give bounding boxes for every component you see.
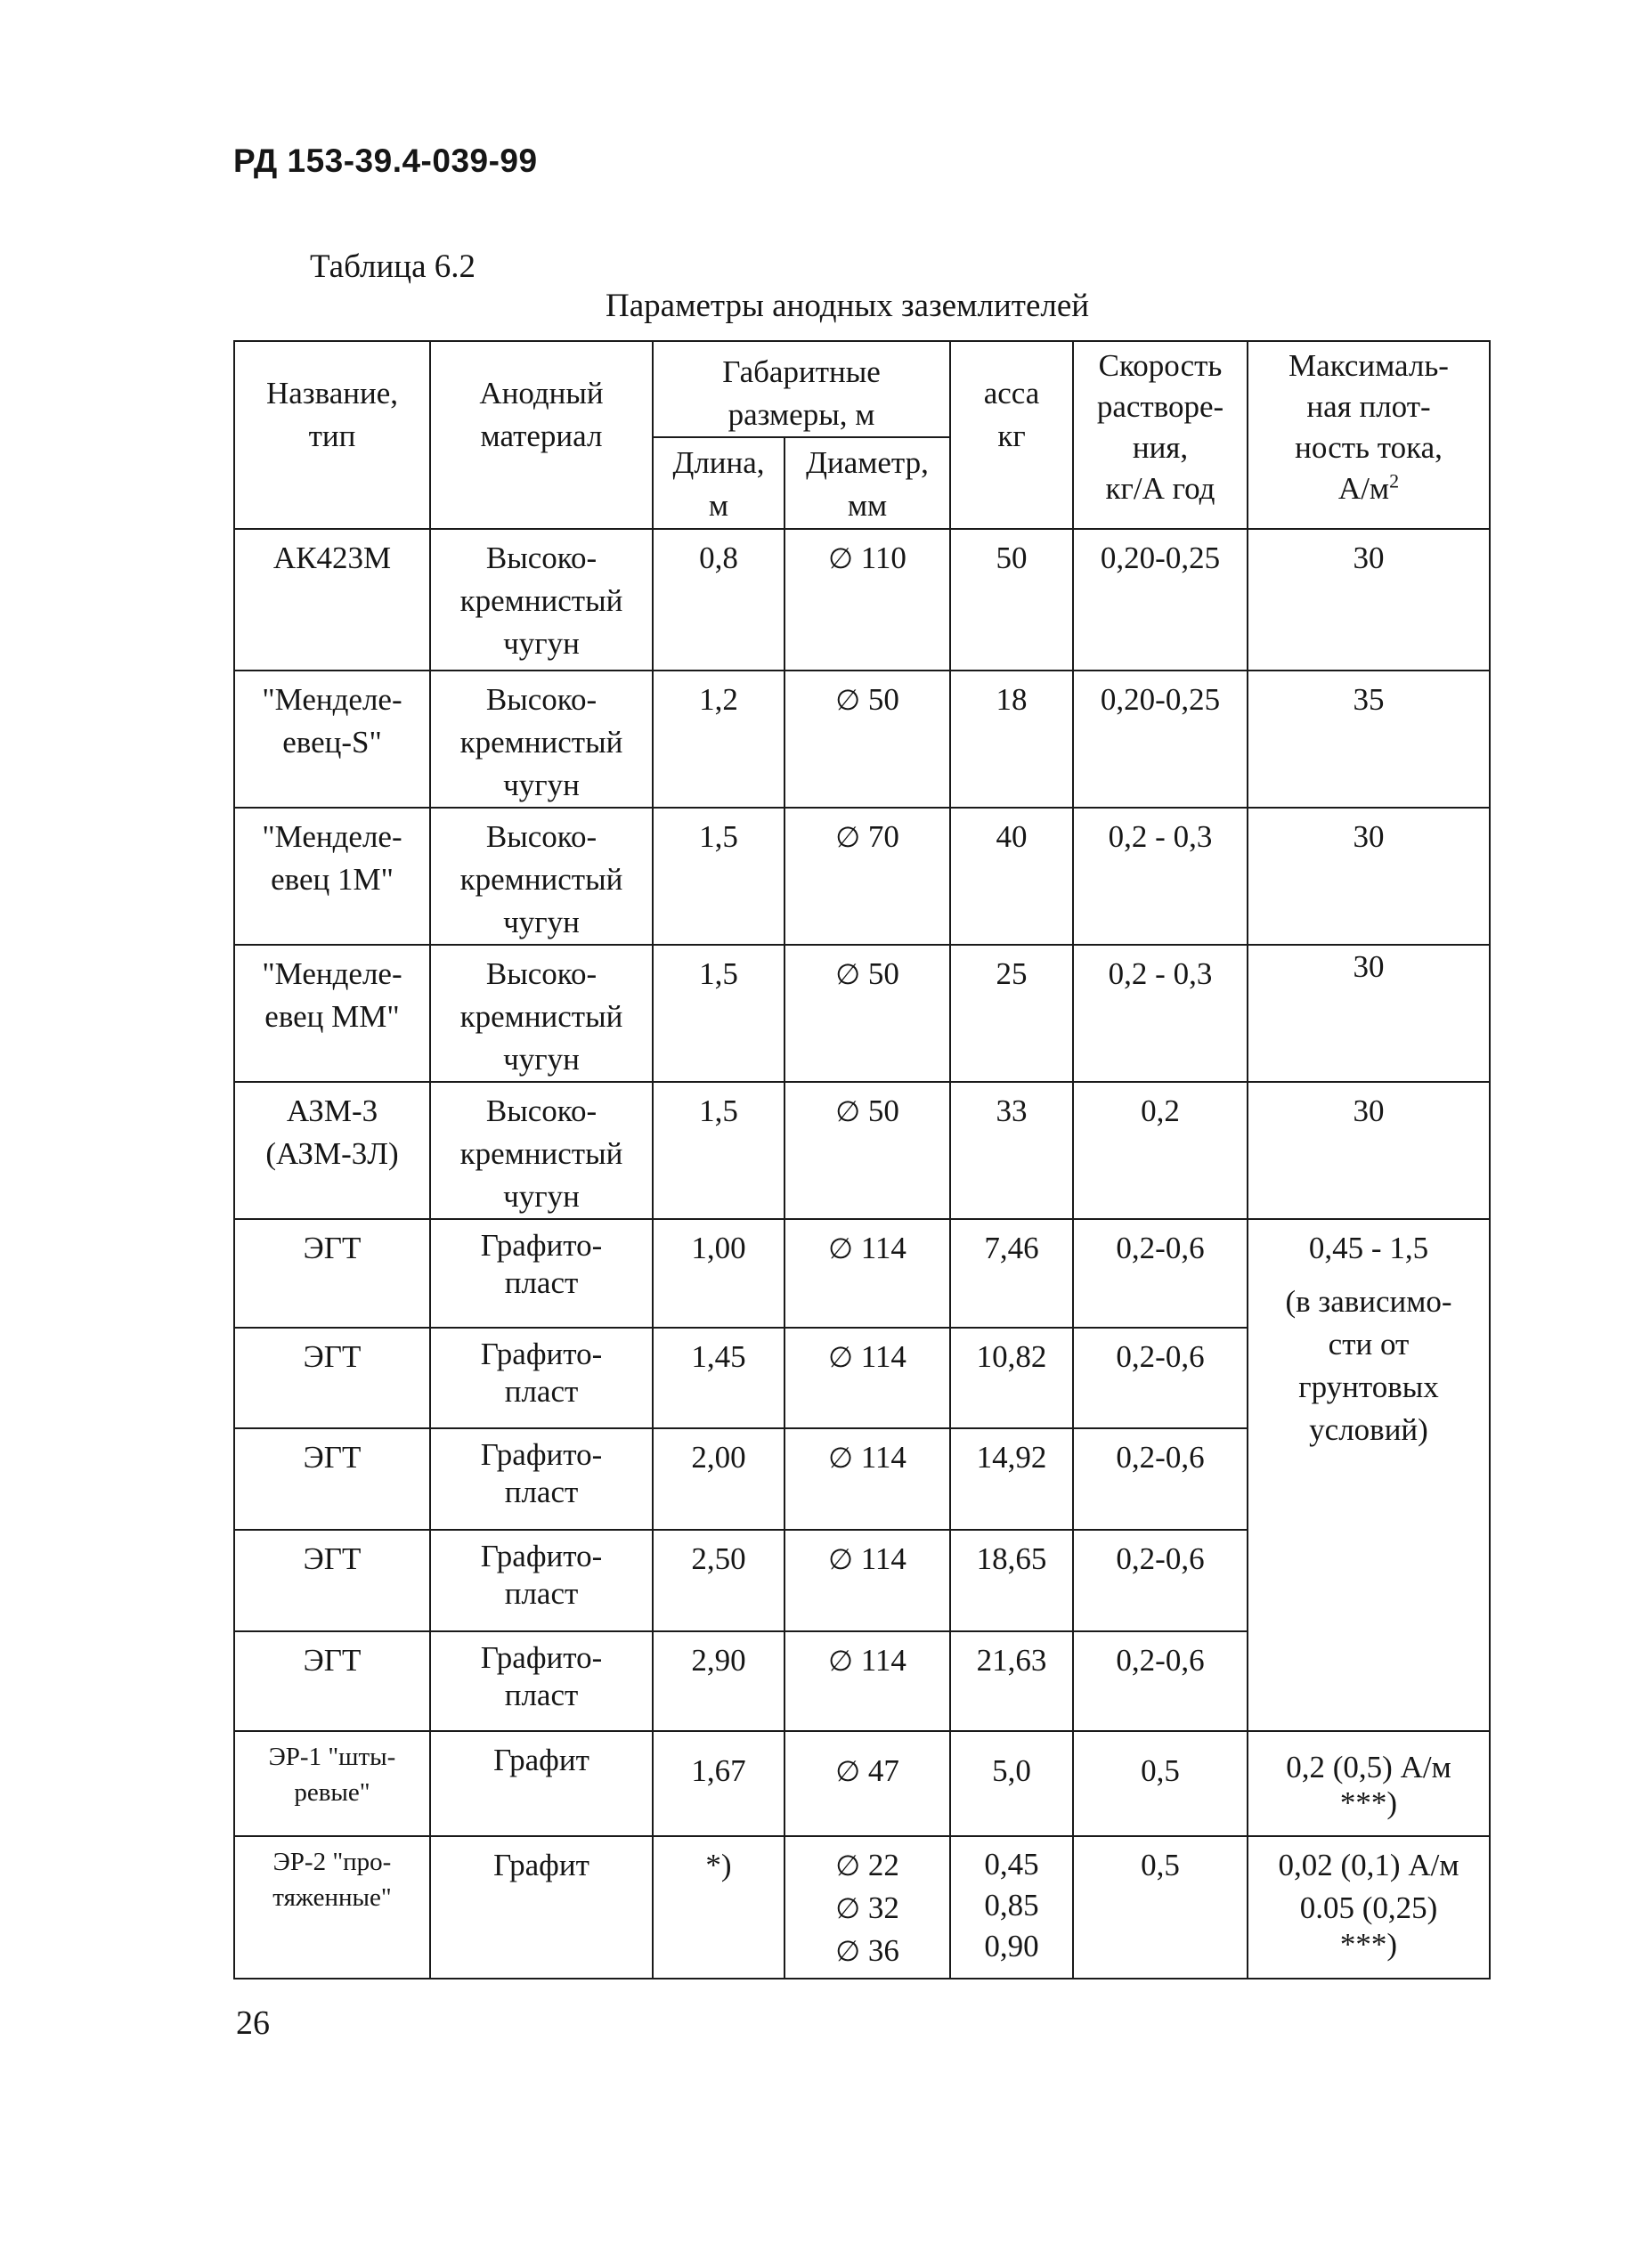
cell-density: 30	[1248, 1082, 1490, 1219]
cell-rate: 0,20-0,25	[1073, 529, 1248, 671]
cell-material: Высоко- кремнистый чугун	[430, 808, 653, 945]
table-row	[234, 945, 1490, 1082]
diameter-icon: ∅	[835, 820, 861, 854]
cell-material: Графито- пласт	[430, 1328, 653, 1428]
cell-name: АЗМ-3 (АЗМ-3Л)	[234, 1082, 430, 1219]
cell-diameter: ∅ 110	[784, 529, 950, 671]
table-row	[234, 529, 1490, 671]
cell-diameter: ∅ 22 ∅ 32 ∅ 36	[784, 1836, 950, 1979]
diameter-icon: ∅	[835, 1891, 861, 1925]
cell-mass: 25	[950, 945, 1073, 1082]
cell-density: 35	[1248, 671, 1490, 808]
table-title: Параметры анодных заземлителей	[606, 288, 1090, 324]
cell-material: Графит	[430, 1836, 653, 1979]
cell-material: Высоко- кремнистый чугун	[430, 529, 653, 671]
cell-name: АК423М	[234, 529, 430, 671]
cell-mass: 0,45 0,85 0,90	[950, 1836, 1073, 1979]
cell-density: 30	[1248, 945, 1490, 1082]
header-length: Длина, м	[653, 437, 784, 529]
cell-length: *)	[653, 1836, 784, 1979]
cell-diameter: ∅ 47	[784, 1731, 950, 1836]
diameter-icon: ∅	[828, 1644, 853, 1678]
cell-name: ЭГТ	[234, 1219, 430, 1328]
cell-rate: 0,2-0,6	[1073, 1219, 1248, 1328]
table-row	[234, 1836, 1490, 1979]
cell-density: 0,2 (0,5) А/м ***)	[1248, 1731, 1490, 1836]
header-material: Анодный материал	[430, 341, 653, 529]
cell-length: 2,50	[653, 1530, 784, 1631]
anode-parameters-table	[233, 340, 1491, 1979]
cell-length: 1,5	[653, 945, 784, 1082]
cell-rate: 0,5	[1073, 1731, 1248, 1836]
cell-name: "Менделе- евец-S"	[234, 671, 430, 808]
cell-length: 1,5	[653, 808, 784, 945]
cell-name: ЭГТ	[234, 1530, 430, 1631]
diameter-icon: ∅	[828, 1340, 853, 1374]
table-row	[234, 671, 1490, 808]
cell-diameter: ∅ 114	[784, 1428, 950, 1530]
cell-length: 2,90	[653, 1631, 784, 1731]
cell-density: 30	[1248, 529, 1490, 671]
cell-mass: 33	[950, 1082, 1073, 1219]
cell-density-egt: 0,45 - 1,5 (в зависимо- сти от грунтовых условий)	[1248, 1219, 1490, 1731]
cell-name: ЭР-2 "про- тяженные"	[234, 1836, 430, 1979]
cell-mass: 14,92	[950, 1428, 1073, 1530]
cell-mass: 40	[950, 808, 1073, 945]
diameter-icon: ∅	[835, 1754, 861, 1788]
cell-material: Графито- пласт	[430, 1219, 653, 1328]
cell-rate: 0,2 - 0,3	[1073, 808, 1248, 945]
cell-diameter: ∅ 114	[784, 1328, 950, 1428]
cell-length: 1,2	[653, 671, 784, 808]
cell-mass: 21,63	[950, 1631, 1073, 1731]
cell-material: Графито- пласт	[430, 1428, 653, 1530]
cell-density: 0,02 (0,1) А/м 0.05 (0,25) ***)	[1248, 1836, 1490, 1979]
cell-material: Высоко- кремнистый чугун	[430, 671, 653, 808]
header-row-1	[234, 341, 1490, 437]
document-code: РД 153-39.4-039-99	[233, 142, 538, 179]
cell-rate: 0,2-0,6	[1073, 1631, 1248, 1731]
cell-length: 1,67	[653, 1731, 784, 1836]
cell-mass: 7,46	[950, 1219, 1073, 1328]
cell-name: ЭР-1 "шты- ревые"	[234, 1731, 430, 1836]
cell-rate: 0,20-0,25	[1073, 671, 1248, 808]
diameter-icon: ∅	[828, 1441, 853, 1475]
diameter-icon: ∅	[835, 1934, 861, 1968]
diameter-icon: ∅	[835, 957, 861, 991]
diameter-icon: ∅	[835, 1094, 861, 1128]
cell-diameter: ∅ 70	[784, 808, 950, 945]
table-row	[234, 1219, 1490, 1328]
cell-length: 1,5	[653, 1082, 784, 1219]
header-dimensions: Габаритные размеры, м	[653, 341, 950, 437]
cell-mass: 18	[950, 671, 1073, 808]
table-label: Таблица 6.2	[310, 248, 476, 285]
cell-mass: 10,82	[950, 1328, 1073, 1428]
cell-rate: 0,2 - 0,3	[1073, 945, 1248, 1082]
cell-material: Высоко- кремнистый чугун	[430, 1082, 653, 1219]
cell-rate: 0,2-0,6	[1073, 1328, 1248, 1428]
diameter-icon: ∅	[828, 541, 853, 575]
cell-name: "Менделе- евец ММ"	[234, 945, 430, 1082]
cell-material: Высоко- кремнистый чугун	[430, 945, 653, 1082]
cell-rate: 0,2-0,6	[1073, 1530, 1248, 1631]
cell-diameter: ∅ 50	[784, 1082, 950, 1219]
header-dissolution-rate: Скорость растворе- ния, кг/А год	[1073, 341, 1248, 529]
cell-diameter: ∅ 114	[784, 1219, 950, 1328]
header-max-current-density: Максималь- ная плот- ность тока, $А/м^2$	[1248, 341, 1490, 529]
cell-diameter: ∅ 50	[784, 945, 950, 1082]
table-row	[234, 1082, 1490, 1219]
cell-mass: 5,0	[950, 1731, 1073, 1836]
cell-density: 30	[1248, 808, 1490, 945]
diameter-icon: ∅	[828, 1542, 853, 1576]
cell-rate: 0,2	[1073, 1082, 1248, 1219]
cell-mass: 18,65	[950, 1530, 1073, 1631]
cell-name: ЭГТ	[234, 1631, 430, 1731]
diameter-icon: ∅	[828, 1232, 853, 1265]
cell-material: Графит	[430, 1731, 653, 1836]
cell-rate: 0,5	[1073, 1836, 1248, 1979]
header-mass: асса кг	[950, 341, 1073, 529]
cell-diameter: ∅ 114	[784, 1631, 950, 1731]
cell-length: 1,45	[653, 1328, 784, 1428]
cell-diameter: ∅ 114	[784, 1530, 950, 1631]
cell-rate: 0,2-0,6	[1073, 1428, 1248, 1530]
cell-mass: 50	[950, 529, 1073, 671]
cell-name: "Менделе- евец 1М"	[234, 808, 430, 945]
page-number: 26	[236, 2004, 270, 2042]
header-name: Название, тип	[234, 341, 430, 529]
cell-length: 0,8	[653, 529, 784, 671]
table-row	[234, 1731, 1490, 1836]
cell-diameter: ∅ 50	[784, 671, 950, 808]
cell-length: 1,00	[653, 1219, 784, 1328]
table-row	[234, 808, 1490, 945]
header-diameter: Диаметр, мм	[784, 437, 950, 529]
cell-material: Графито- пласт	[430, 1631, 653, 1731]
cell-length: 2,00	[653, 1428, 784, 1530]
cell-material: Графито- пласт	[430, 1530, 653, 1631]
cell-name: ЭГТ	[234, 1328, 430, 1428]
diameter-icon: ∅	[835, 1849, 861, 1882]
diameter-icon: ∅	[835, 683, 861, 717]
cell-name: ЭГТ	[234, 1428, 430, 1530]
